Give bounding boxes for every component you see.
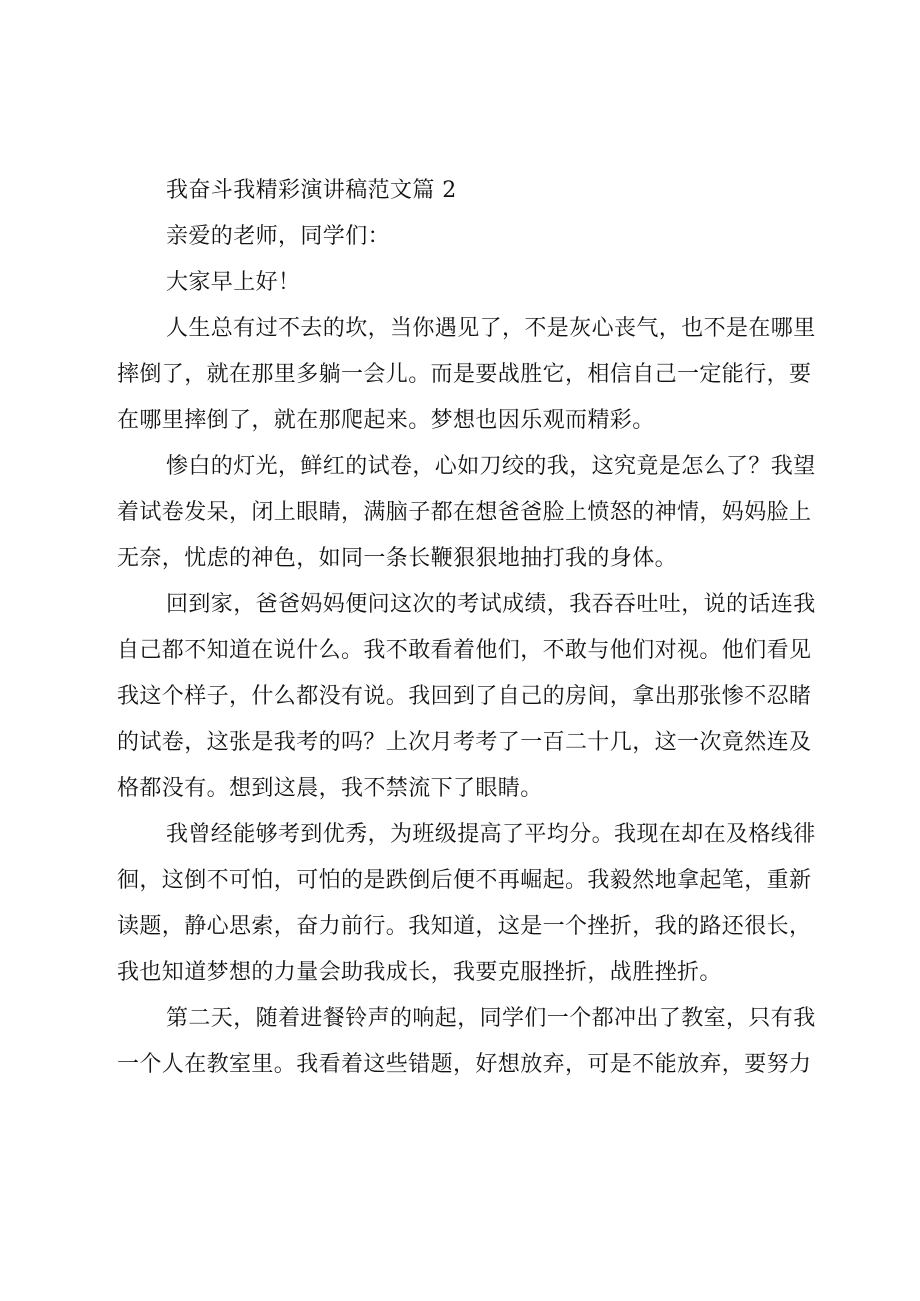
paragraph-line: 一个人在教室里。我看着这些错题，好想放弃，可是不能放弃，要努力 — [117, 1052, 812, 1077]
paragraph-line: 摔倒了，就在那里多躺一会儿。而是要战胜它，相信自己一定能行，要 — [117, 362, 812, 387]
paragraph-5 — [117, 996, 829, 1088]
paragraph-line: 惨白的灯光，鲜红的试卷，心如刀绞的我，这究竟是怎么了？我望 — [166, 454, 816, 479]
greeting: 大家早上好！ — [166, 270, 301, 295]
paragraph-line: 自己都不知道在说什么。我不敢看着他们，不敢与他们对视。他们看见 — [117, 638, 812, 663]
document-title: 我奋斗我精彩演讲稿范文篇 2 — [166, 178, 457, 203]
paragraph-4 — [117, 812, 829, 996]
paragraph-line: 第二天，随着进餐铃声的响起，同学们一个都冲出了教室，只有我 — [166, 1006, 816, 1031]
paragraph-line: 着试卷发呆，闭上眼睛，满脑子都在想爸爸脸上愤怒的神情，妈妈脸上 — [117, 500, 812, 525]
paragraph-3 — [117, 582, 829, 812]
paragraph-line: 无奈，忧虑的神色，如同一条长鞭狠狠地抽打我的身体。 — [117, 546, 678, 571]
document-body — [117, 168, 829, 1088]
paragraph-line: 回到家，爸爸妈妈便问这次的考试成绩，我吞吞吐吐，说的话连我 — [166, 592, 816, 617]
paragraph-2 — [117, 444, 829, 582]
paragraph-line: 格都没有。想到这晨，我不禁流下了眼睛。 — [117, 776, 543, 801]
paragraph-line: 我也知道梦想的力量会助我成长，我要克服挫折，战胜挫折。 — [117, 960, 722, 985]
paragraph-line: 我曾经能够考到优秀，为班级提高了平均分。我现在却在及格线徘 — [166, 822, 816, 847]
paragraph-line: 的试卷，这张是我考的吗？上次月考考了一百二十几，这一次竟然连及 — [117, 730, 812, 755]
paragraph-line: 读题，静心思索，奋力前行。我知道，这是一个挫折，我的路还很长， — [117, 914, 812, 939]
paragraph-line: 徊，这倒不可怕，可怕的是跌倒后便不再崛起。我毅然地拿起笔，重新 — [117, 868, 812, 893]
salutation: 亲爱的老师，同学们： — [166, 224, 391, 249]
paragraph-1 — [117, 306, 829, 444]
paragraph-line: 在哪里摔倒了，就在那爬起来。梦想也因乐观而精彩。 — [117, 408, 655, 433]
paragraph-line: 人生总有过不去的坎，当你遇见了，不是灰心丧气，也不是在哪里 — [166, 316, 816, 341]
paragraph-line: 我这个样子，什么都没有说。我回到了自己的房间，拿出那张惨不忍睹 — [117, 684, 812, 709]
